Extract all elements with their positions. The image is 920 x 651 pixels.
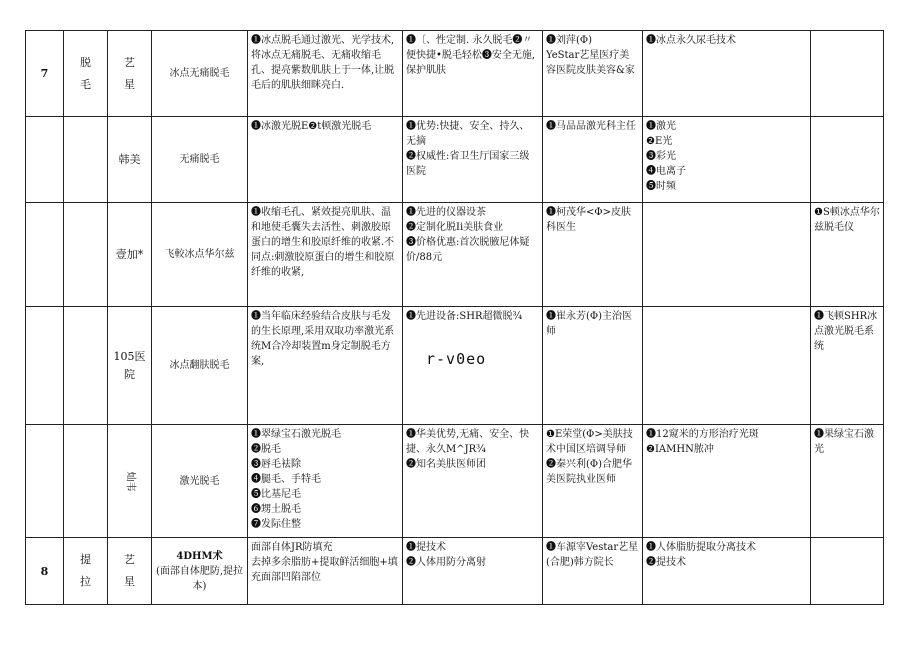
organization-cell <box>108 31 152 117</box>
features-cell <box>248 538 403 605</box>
advantages-cell-item: ❷人体用防分离射 <box>406 557 486 568</box>
table-row <box>26 425 884 538</box>
advantages-cell <box>403 203 543 307</box>
project-name: 飞較冰点华尔兹 <box>164 249 235 260</box>
features-cell <box>248 425 403 538</box>
advantages-cell-item: ❶优势:快捷、安全、持久、无摘 <box>406 121 530 147</box>
organization-label: 艺星 <box>124 55 135 91</box>
organization-label: 韩美 <box>118 152 141 166</box>
category-cell <box>64 425 108 538</box>
category-label: 提拉 <box>80 553 91 588</box>
technology-cell-item: ❶激光 <box>646 121 676 132</box>
features-cell-item: ❶当年临床经验结合皮肤与毛发的生长原理,采用双取功率激光系统M合冷却装置m身定制脱毛方案, <box>251 311 395 367</box>
doctor-cell-item: ❶E荣堂(Φ>美肤技术中国区培调导师 <box>546 429 633 455</box>
features-cell-item: ❻甥土脱毛 <box>251 504 301 515</box>
category-cell <box>64 538 108 605</box>
table-row <box>26 117 884 203</box>
doctor-cell-item: ❶刘萍(Φ) <box>546 35 593 46</box>
project-name: 无痛脱毛 <box>179 154 220 165</box>
treatment-comparison-table <box>25 30 884 605</box>
technology-cell <box>643 117 811 203</box>
project-subtitle: (面部自体肥防,提拉本) <box>155 565 244 592</box>
category-cell <box>64 307 108 425</box>
advantages-cell-item: ❶提技术 <box>406 542 446 553</box>
doctor-cell <box>543 203 643 307</box>
category-cell <box>64 203 108 307</box>
features-cell <box>248 307 403 425</box>
equipment-cell-item: ❶果绿宝石激光 <box>814 429 874 455</box>
advantages-cell <box>403 425 543 538</box>
row-number <box>26 203 64 307</box>
doctor-cell-item: ❷秦兴利(Φ)合肥华美医院执业医师 <box>546 459 633 485</box>
advantages-cell <box>403 31 543 117</box>
row-number <box>26 117 64 203</box>
organization-label: 艺星 <box>124 553 135 588</box>
row-number: 7 <box>26 31 64 117</box>
equipment-cell-item: ❶S顿冰点华尔兹脱毛仪 <box>814 207 880 233</box>
project-name: 4DHM术 <box>176 550 223 562</box>
technology-cell <box>643 31 811 117</box>
technology-cell <box>643 425 811 538</box>
advantages-cell-item: ❶先进设备:SHR超微脱¾ <box>406 311 523 322</box>
advantages-cell <box>403 117 543 203</box>
technology-cell-item: ❸彩光 <box>646 151 676 162</box>
equipment-cell <box>811 117 884 203</box>
table-row <box>26 538 884 605</box>
features-cell <box>248 31 403 117</box>
advantages-cell-item: ❶〔、性定制. 永久脱毛❷〃便快捷•脱毛轻松❸安全无施,保护肌肤 <box>406 35 536 76</box>
category-cell <box>64 117 108 203</box>
technology-cell-item: ❷提技术 <box>646 557 686 568</box>
organization-cell <box>108 538 152 605</box>
table-row <box>26 203 884 307</box>
project-name: 激光脱毛 <box>179 475 220 487</box>
project-cell <box>152 203 248 307</box>
project-name: 冰点无痛脱毛 <box>169 68 230 79</box>
organization-label: 105医院 <box>113 349 146 381</box>
doctor-cell-item: ❶柯茂华<Φ>皮肤科医生 <box>546 207 631 233</box>
organization-label: 灿韦 <box>124 471 135 491</box>
category-label: 脱毛 <box>80 55 91 91</box>
technology-cell-item: ❶人体脂肪提取分离技术 <box>646 542 756 553</box>
features-cell-item: 面部自体JR防填充 <box>251 542 333 553</box>
technology-cell-item: ❹电离子 <box>646 166 686 177</box>
equipment-cell-item: ❶飞顿SHR冰点激光脱毛系统 <box>814 311 878 352</box>
table-row <box>26 31 884 117</box>
technology-cell-item: ❶12窥米的方形治疗光斑 <box>646 429 759 440</box>
technology-cell-item: ❶冰点永久尿毛技术 <box>646 35 736 46</box>
doctor-cell-item: ❶马品品激光科主任 <box>546 121 636 132</box>
project-cell <box>152 307 248 425</box>
table-body <box>26 31 884 605</box>
advantages-cell-item: ❶先进的仪器设茶 <box>406 207 486 218</box>
features-cell-item: ❶翠绿宝石激光脱毛 <box>251 429 341 440</box>
technology-cell <box>643 203 811 307</box>
organization-cell <box>108 425 152 538</box>
features-cell-item: ❺比基尼毛 <box>251 489 301 500</box>
features-cell-item: ❶冰点脱毛通过激光、光学技术,将冰点无痛脱毛、无痛收缩毛孔、提亮紫数肌肤上于一体,让脱毛后的肌肤细眯亮白. <box>251 35 395 91</box>
doctor-cell-item: ❶车源宰Vestar艺星(合肥)韩方院长 <box>546 542 639 568</box>
advantages-cell-item: ❸价格优惠:首次脱腋尼体疑价/88元 <box>406 237 530 263</box>
table-row <box>26 307 884 425</box>
features-cell-item: ❹腿毛、手特毛 <box>251 474 321 485</box>
equipment-cell <box>811 203 884 307</box>
advantages-cell-item: ❷定制化脱Ii美肤食业 <box>406 222 504 233</box>
project-cell <box>152 117 248 203</box>
features-cell-item: ❸唇毛袪除 <box>251 459 301 470</box>
technology-cell-item: ❺时频 <box>646 181 676 192</box>
organization-cell <box>108 307 152 425</box>
technology-cell-item: ❷IAMHN脓冲 <box>646 444 714 455</box>
features-cell-item: ❶冰激光脱E❷t顿激光脱毛 <box>251 121 372 132</box>
row-number <box>26 425 64 538</box>
organization-cell <box>108 203 152 307</box>
project-cell <box>152 425 248 538</box>
organization-cell <box>108 117 152 203</box>
doctor-cell-item: YeStar艺星医疗美容医院皮肤美容&家 <box>546 50 635 76</box>
technology-cell-item: ❷E光 <box>646 136 673 147</box>
category-cell <box>64 31 108 117</box>
equipment-cell <box>811 31 884 117</box>
features-cell <box>248 117 403 203</box>
doctor-cell <box>543 117 643 203</box>
row-number: 8 <box>26 538 64 605</box>
features-cell <box>248 203 403 307</box>
equipment-cell <box>811 425 884 538</box>
doctor-cell <box>543 538 643 605</box>
advantages-cell-item: ❷知名美肤医师团 <box>406 459 486 470</box>
doctor-cell <box>543 307 643 425</box>
doctor-cell <box>543 425 643 538</box>
advantages-cell <box>403 538 543 605</box>
handwritten-note: r-v0eo <box>426 350 487 368</box>
equipment-cell <box>811 538 884 605</box>
advantages-cell-item: ❷权威性:省卫生厅国家三级医院 <box>406 151 530 177</box>
advantages-cell-item: ❶华美优势,无痛、安全、快捷、永久M^JR¾ <box>406 429 530 455</box>
equipment-cell <box>811 307 884 425</box>
project-name: 冰点翻肤脱毛 <box>169 360 230 371</box>
features-cell-item: ❼发际住整 <box>251 519 301 530</box>
features-cell-item: ❷脱毛 <box>251 444 281 455</box>
doctor-cell-item: ❶崔永芳(Φ)主治医师 <box>546 311 633 337</box>
organization-label: 壹加* <box>115 247 144 261</box>
doctor-cell <box>543 31 643 117</box>
project-cell <box>152 31 248 117</box>
advantages-cell <box>403 307 543 425</box>
technology-cell <box>643 307 811 425</box>
features-cell-item: 去掉多余脂肪+提取鲜活细胞+填充面部凹陷部位 <box>251 557 398 583</box>
row-number <box>26 307 64 425</box>
project-cell <box>152 538 248 605</box>
features-cell-item: ❶收缩毛孔、紧效提亮肌肤、温和地使毛囊失去活性、刺激胶原蛋白的增生和胶原纤维的收紧.不同点:刺激胶原蛋白的增生和胶原纤维的收紧, <box>251 207 395 278</box>
technology-cell <box>643 538 811 605</box>
